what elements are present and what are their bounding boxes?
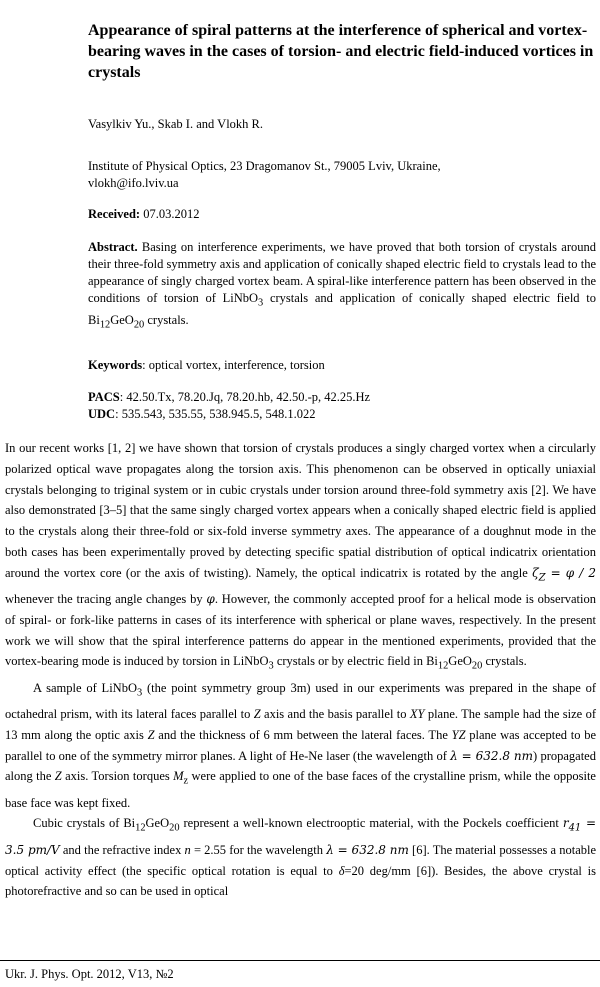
math-expression: = φ / 2 bbox=[545, 565, 596, 580]
text: were applied to one of the base faces of the crystalline prism, while the opposite base face was kept fixed. bbox=[5, 769, 596, 810]
paper-title: Appearance of spiral patterns at the interference of spherical and vortex-bearing waves in the cases of torsion- and electric field-induced vortices in crystals bbox=[88, 22, 594, 81]
text: represent a well-known electrooptic material, with the Pockels coefficient bbox=[179, 816, 563, 831]
paragraph-2 bbox=[5, 678, 596, 814]
text: = 2.55 for the wavelength bbox=[190, 842, 327, 857]
text: GeO bbox=[448, 654, 472, 669]
math-lambda: λ = 632.8 nm bbox=[326, 842, 409, 857]
text: whenever the tracing angle changes by bbox=[5, 591, 207, 606]
italic-symbol: n bbox=[184, 842, 191, 857]
math-lambda: λ = 632.8 nm bbox=[450, 748, 534, 763]
body-text bbox=[5, 438, 596, 902]
pacs-label: PACS bbox=[88, 390, 120, 404]
subscript: 12 bbox=[437, 660, 449, 672]
subscript: 12 bbox=[99, 319, 111, 330]
text: plane was accepted to be parallel to one of the symmetry mirror planes. A light of He-Ne laser (the wavelength of bbox=[5, 727, 597, 763]
italic-symbol: Z bbox=[147, 727, 155, 742]
subscript: 3 bbox=[258, 297, 264, 309]
text: axis. Torsion torques bbox=[61, 769, 174, 784]
subscript: 20 bbox=[471, 660, 483, 672]
math-phi: φ bbox=[206, 591, 215, 606]
text: crystals or by electric field in Bi bbox=[273, 654, 438, 669]
subscript: 20 bbox=[169, 822, 180, 834]
text: GeO bbox=[145, 816, 170, 831]
keywords bbox=[88, 357, 596, 373]
italic-symbol: Z bbox=[253, 706, 261, 721]
abstract-label: Abstract. bbox=[88, 240, 138, 254]
subscript: 41 bbox=[568, 822, 582, 834]
italic-symbol: YZ bbox=[451, 727, 466, 742]
subscript: 12 bbox=[135, 822, 146, 834]
authors: Vasylkiv Yu., Skab I. and Vlokh R. bbox=[88, 117, 263, 131]
subscript: 3 bbox=[268, 660, 274, 672]
math-expression: = 3.5 pm/V bbox=[5, 816, 596, 857]
math-symbol: r bbox=[562, 816, 569, 831]
text: ) propagated along the bbox=[5, 748, 596, 784]
abstract-text: Basing on interference experiments, we have proved that both torsion of crystals around their three-fold symmetry axis and application of conically shaped electric field to crystals lead to the appearance of singly charged vortex beam. A spiral-like interference pattern has been observed in the conditions of torsion of LiNbO bbox=[88, 240, 596, 305]
text: =20 deg/mm [6]). Besides, the above crystal is photorefractive and so can be used in optical bbox=[5, 863, 597, 899]
text: [6]. The material possesses a notable optical activity effect (the specific optical rotation is equal to bbox=[5, 842, 597, 878]
affiliation bbox=[88, 158, 596, 192]
text: and the refractive index bbox=[59, 842, 185, 857]
abstract bbox=[88, 239, 596, 333]
affiliation-email: vlokh@ifo.lviv.ua bbox=[88, 176, 179, 190]
paragraph-3 bbox=[5, 813, 596, 902]
text: crystals. bbox=[482, 654, 527, 669]
subscript: 3 bbox=[136, 687, 143, 699]
affiliation-address: Institute of Physical Optics, 23 Dragomanov St., 79005 Lviv, Ukraine, bbox=[88, 159, 441, 173]
text: . However, the commonly accepted proof for a helical mode is observation of spiral- or fork-like patterns in cases of its interference with spherical or plane waves, respectively. In the present work we will show that the spiral interference patterns do appear in the mentioned experiments, provided that the vortex-bearing mode is induced by torsion in LiNbO bbox=[5, 591, 597, 669]
subscript: z bbox=[183, 775, 189, 787]
pacs-text: : 42.50.Tx, 78.20.Jq, 78.20.hb, 42.50.-p, 42.25.Hz bbox=[119, 390, 371, 404]
math-zeta bbox=[532, 565, 596, 584]
journal-footer: Ukr. J. Phys. Opt. 2012, V13, №2 bbox=[5, 967, 174, 981]
italic-symbol: M bbox=[173, 769, 184, 784]
udc-text: : 535.543, 535.55, 538.945.5, 548.1.022 bbox=[115, 407, 316, 421]
text: axis and the basis parallel to bbox=[260, 706, 410, 721]
text: plane. The sample had the size of 13 mm along the optic axis bbox=[5, 706, 596, 742]
received-label: Received: bbox=[88, 207, 141, 221]
udc-label: UDC bbox=[88, 407, 116, 421]
abstract-text: crystals and application of conically shaped electric field to Bi bbox=[88, 291, 596, 327]
text: A sample of LiNbO bbox=[33, 680, 137, 695]
text: (the point symmetry group 3m) used in our experiments was prepared in the shape of octahedral prism, with its lateral faces parallel to bbox=[5, 680, 596, 721]
subscript: Z bbox=[538, 572, 546, 584]
abstract-text: GeO bbox=[110, 312, 134, 327]
received-date: 07.03.2012 bbox=[143, 207, 200, 221]
italic-symbol: XY bbox=[409, 706, 425, 721]
text: In our recent works [1, 2] we have shown that torsion of crystals produces a singly charged vortex when a circularly polarized optical wave propagates along the torsion axis. This phenomenon can be observed in optically uniaxial crystals belonging to triginal system or in cubic crystals under torsion around three-fold symmetry axis [2]. We have also demonstrated [3–5] that the same singly charged vortex appears when a conically shaped electric field is applied to the crystals along their three-fold or six-fold inverse symmetry axes. The appearance of a doughnut mode in the both cases has been experimentally proved by detecting specific spatial distribution of optical indicatrix orientation around the vortex core (or the axis of twisting). Namely, the optical indicatrix is rotated by the angle bbox=[5, 441, 596, 580]
keywords-label: Keywords bbox=[88, 358, 143, 372]
math-symbol: ζ bbox=[532, 565, 539, 580]
subscript: 20 bbox=[133, 319, 145, 330]
keywords-text: : optical vortex, interference, torsion bbox=[142, 358, 325, 372]
footer-divider bbox=[0, 960, 600, 961]
received-line bbox=[88, 206, 596, 222]
text: and the thickness of 6 mm between the lateral faces. The bbox=[154, 727, 452, 742]
italic-symbol: Z bbox=[54, 769, 62, 784]
text: Cubic crystals of Bi bbox=[33, 816, 136, 831]
paragraph-1 bbox=[5, 438, 596, 678]
italic-symbol: δ bbox=[338, 863, 345, 878]
classification bbox=[88, 389, 596, 423]
abstract-text: crystals. bbox=[144, 312, 189, 327]
